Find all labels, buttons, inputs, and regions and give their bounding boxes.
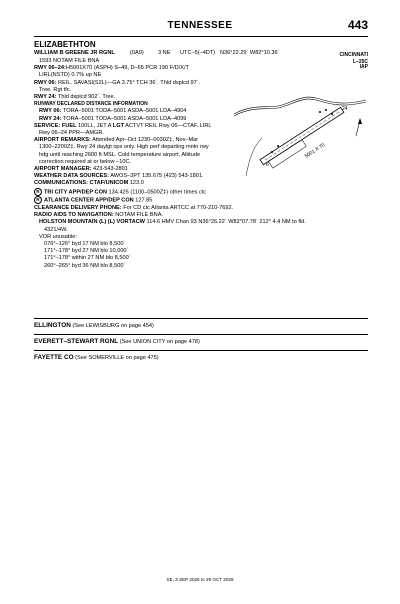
ctaf-freq: 123.0 xyxy=(128,180,144,187)
xref-text: (See SOMERVILLE on page 475) xyxy=(73,355,159,361)
weather-label: WEATHER DATA SOURCES: xyxy=(34,173,109,180)
vor-unusable-3: 171°–178° within 27 NM blo 8,500´ xyxy=(44,255,131,262)
fuel-label: FUEL xyxy=(61,122,77,129)
manager-label: AIRPORT MANAGER: xyxy=(34,166,92,173)
atlanta-label: ATLANTA CENTER APP/DEP CON xyxy=(44,197,134,204)
decl-06-label: RWY 06: xyxy=(39,108,62,115)
header-divider xyxy=(34,36,368,37)
manager-phone: 423-543-2801 xyxy=(91,166,128,173)
lighting-label: LGT xyxy=(112,122,124,129)
fuel-text: 100LL, JET A xyxy=(76,122,113,129)
xref-name: FAYETTE CO xyxy=(34,354,74,361)
runway-06-text: REIL. SAVASI(S2L)—GA 3.75° TCH 36´. Thld dsplcd 97´. xyxy=(56,79,201,86)
xref-fayette-co xyxy=(34,354,159,361)
service-text2: Rwy 06–24 PPR—AMGR. xyxy=(39,130,104,136)
radar-r-icon: R xyxy=(34,188,42,196)
ctaf-label: CTAF/UNICOM xyxy=(87,180,129,187)
city-name: ELIZABETHTON xyxy=(34,40,96,49)
chart-reference: L–25C xyxy=(352,59,368,65)
airport-coords: N36°22.29´ W82°10.36´ xyxy=(220,50,280,56)
airport-name: WILLIAM B GREENE JR RGNL xyxy=(34,50,115,56)
runway-end-6: 6 xyxy=(266,162,269,168)
clearance-text: For CD ctc Atlanta ARTCC at 770-210-7692. xyxy=(121,205,234,211)
clearance-label: CLEARANCE DELIVERY PHONE: xyxy=(34,205,122,211)
radio-aids-text: NOTAM FILE BNA. xyxy=(113,212,163,219)
runway-end-24: 24 xyxy=(342,106,348,112)
vor-unusable-1: 076°–126° byd 17 NM blo 8,500´ xyxy=(44,241,126,248)
runway-dimension-label: 5001 X 70 xyxy=(303,142,327,160)
runway-main-text: H5001X70 (ASPH) S–49, D–65 PCR 190 F/D/X/T xyxy=(65,65,189,72)
vor-unusable-4: 260°–265° byd 36 NM blo 8,500´ xyxy=(44,262,126,269)
vor-unusable-2: 171°–178° byd 27 NM blo 10,000´ xyxy=(44,248,129,255)
decl-06-values: TORA–5001 TODA–5001 ASDA–5001 LDA–4904 xyxy=(62,108,187,115)
airport-elev-line xyxy=(34,58,368,65)
tri-city-text: 134.425 (1100–0500Z‡) other times ctc xyxy=(107,189,207,196)
airport-id: (0A9) xyxy=(130,50,144,56)
vor-unusable-title: VOR unusable: xyxy=(39,233,77,240)
divider xyxy=(34,318,368,319)
remarks-label: AIRPORT REMARKS: xyxy=(34,137,91,144)
divider xyxy=(34,350,368,351)
runway-main xyxy=(34,65,189,72)
decl-24-label: RWY 24: xyxy=(39,115,62,122)
airport-distance: 3 NE xyxy=(158,50,171,56)
effective-dates: SE, 3 SEP 2026 to 29 OCT 2026 xyxy=(166,577,234,582)
iap-label: IAP xyxy=(359,64,368,71)
divider xyxy=(34,334,368,335)
state-title: TENNESSEE xyxy=(167,20,233,31)
decl-24-values: TORA–5001 TODA–5001 ASDA–5001 LDA–4099 xyxy=(62,115,187,122)
xref-name: ELLINGTON xyxy=(34,322,71,329)
comms-label: COMMUNICATIONS: xyxy=(34,180,88,187)
runway-main-lighting: LIRL(NSTD) 0.7% up NE xyxy=(39,72,102,79)
xref-name: EVERETT–STEWART RGNL xyxy=(34,338,119,345)
holston-freq: 114.6 HMV Chan 93 N36°26.22´ W82°07.78´ 212° 4.4 NM to fld. xyxy=(144,219,306,226)
runway-24-text: Thld dsplcd 902´. Tree. xyxy=(56,93,116,100)
airport-elevation: 1593 NOTAM FILE BNA xyxy=(39,58,100,64)
runway-06-label: RWY 06: xyxy=(34,79,57,86)
holston-elev: 4321/4W. xyxy=(44,226,68,233)
remarks-l2: 1300–2200Z‡. Rwy 24 daylgt ops only. High perf departing mntn rwy xyxy=(39,144,209,151)
radar-r-icon: R xyxy=(34,196,42,204)
weather-text: AWOS–3PT 135.675 (423) 543-1801. xyxy=(109,173,204,180)
runway-24-label: RWY 24: xyxy=(34,93,57,100)
airport-rwy-line xyxy=(34,65,368,72)
atlanta-freq: 127.85 xyxy=(133,197,153,204)
lighting-text: ACTVT REIL Rwy 06—CTAF. LIRL xyxy=(123,122,212,129)
remarks-l3: hdg until reaching 2600 ft MSL. Cold temperature airport. Altitude xyxy=(39,151,201,158)
xref-ellington xyxy=(34,322,154,329)
airport-utc: UTC–5(–4DT) xyxy=(180,50,216,56)
radio-aids-label: RADIO AIDS TO NAVIGATION: xyxy=(34,212,114,219)
runway-06-text2: Tree. Rgt tfc. xyxy=(39,86,72,93)
remarks-l1: Attended Apr–Oct 1230–0030Z‡, Nov–Mar xyxy=(90,137,199,144)
runway-main-label: RWY 06–24: xyxy=(34,65,66,72)
page-number: 443 xyxy=(347,18,368,32)
holston-label: HOLSTON MOUNTAIN (L) (L) VORTACW xyxy=(39,219,145,226)
xref-everett-stewart xyxy=(34,338,200,345)
declared-distance-title: RUNWAY DECLARED DISTANCE INFORMATION xyxy=(34,101,148,108)
airport-entry xyxy=(34,40,368,270)
sectional-name: CINCINNATI xyxy=(339,52,368,58)
service-label: SERVICE: xyxy=(34,122,61,129)
airport-header-line xyxy=(34,50,368,58)
xref-text: (See LEWISBURG on page 454) xyxy=(70,323,154,329)
xref-text: (See UNION CITY on page 478) xyxy=(118,339,200,345)
remarks-l4: correction required at or below –10C. xyxy=(39,158,132,165)
tri-city-label: TRI CITY APP/DEP CON xyxy=(44,189,107,196)
